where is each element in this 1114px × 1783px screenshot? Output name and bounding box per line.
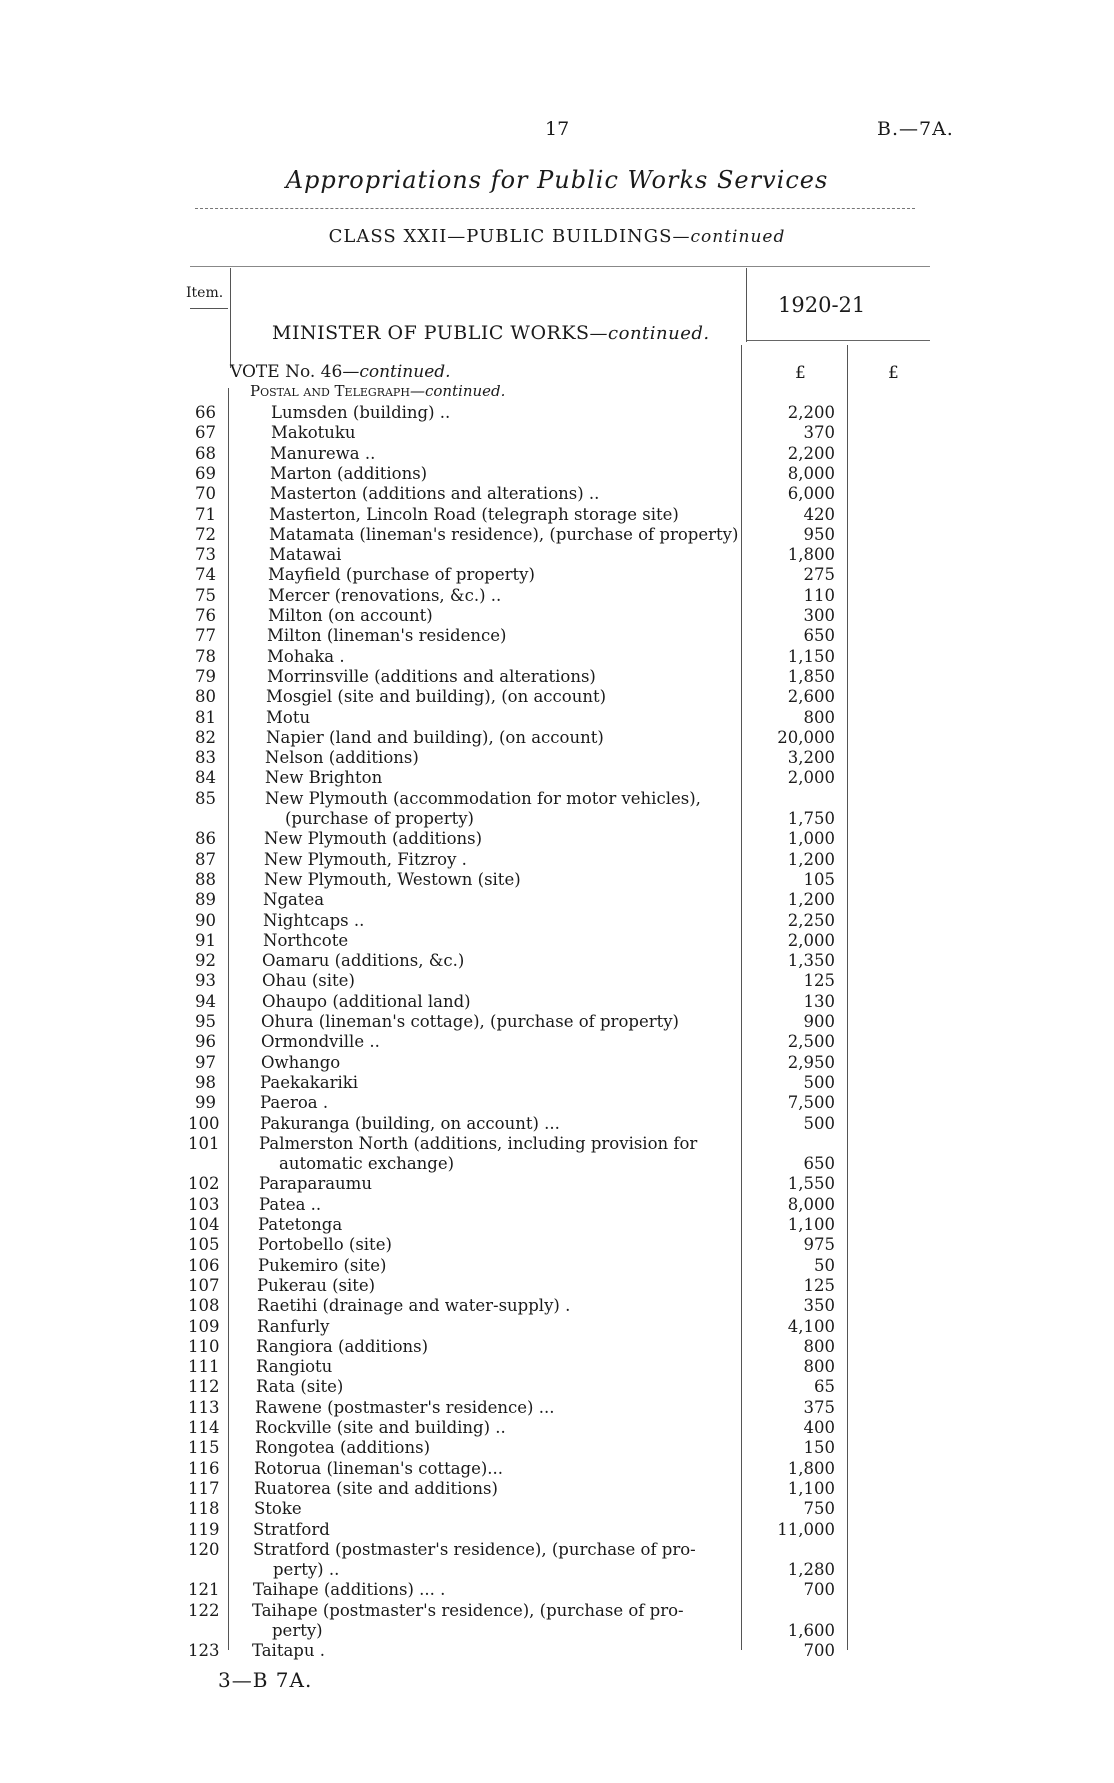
item-number: 121 (188, 1580, 220, 1600)
item-number: 108 (188, 1296, 220, 1316)
item-amount: 2,200 (787, 443, 835, 463)
item-number: 118 (188, 1499, 220, 1519)
item-number: 74 (195, 565, 216, 585)
item-amount: 1,800 (787, 545, 835, 565)
item-number: 78 (195, 646, 216, 666)
table-top-rule (190, 266, 930, 267)
item-number: 112 (188, 1377, 220, 1397)
item-amount: 8,000 (787, 463, 835, 483)
item-description: Taitapu . (252, 1641, 325, 1661)
item-amount: 150 (803, 1438, 835, 1458)
subheading-text: Postal and Telegraph (250, 382, 410, 400)
item-number: 76 (195, 606, 216, 625)
item-amount: 800 (803, 1336, 835, 1356)
header-column-divider (230, 268, 231, 368)
item-description: Raetihi (drainage and water-supply) . (257, 1296, 571, 1316)
item-number: 69 (195, 463, 216, 483)
item-number: 97 (195, 1052, 216, 1072)
amount-column-divider (741, 345, 742, 1650)
item-amount: 1,100 (787, 1215, 835, 1234)
item-number: 84 (195, 768, 216, 788)
item-description: New Plymouth, Westown (site) (264, 869, 521, 889)
item-amount: 375 (803, 1397, 835, 1417)
item-amount: 500 (803, 1113, 835, 1133)
item-number: 68 (195, 443, 216, 463)
item-amount: 2,500 (787, 1032, 835, 1052)
item-number: 87 (195, 849, 216, 869)
item-description: Ormondville .. (261, 1032, 380, 1052)
signature-mark: 3—B 7A. (218, 1668, 313, 1692)
item-number: 70 (195, 484, 216, 504)
item-amount: 1,200 (787, 849, 835, 869)
item-number: 88 (195, 869, 216, 889)
item-description: Paeroa . (260, 1093, 329, 1113)
item-amount: 4,100 (787, 1316, 835, 1336)
item-description: Matamata (lineman's residence), (purchase of property) (269, 524, 739, 544)
item-description: Oamaru (additions, &c.) (262, 951, 465, 971)
class-heading-text: CLASS XXII—PUBLIC BUILDINGS (328, 226, 673, 247)
item-amount: 1,750 (787, 809, 835, 828)
item-number: 99 (195, 1093, 216, 1113)
item-number: 106 (188, 1255, 220, 1275)
item-amount: 65 (814, 1377, 835, 1397)
item-number: 114 (188, 1418, 220, 1437)
item-description: Rotorua (lineman's cottage)... (254, 1458, 504, 1478)
item-amount: 1,200 (787, 890, 835, 910)
item-description-continuation: perty) .. (273, 1560, 340, 1580)
item-amount: 275 (803, 565, 835, 585)
item-description-continuation: automatic exchange) (279, 1154, 455, 1174)
item-number: 100 (188, 1113, 220, 1133)
item-description: Paekakariki (260, 1072, 359, 1092)
year-column-header: 1920-21 (778, 293, 866, 317)
item-amount: 2,950 (787, 1052, 835, 1072)
minister-text: MINISTER OF PUBLIC WORKS (272, 322, 590, 344)
item-description: Pakuranga (building, on account) ... (260, 1113, 560, 1133)
item-amount: 7,500 (787, 1093, 835, 1113)
item-description: Nightcaps .. (263, 910, 365, 930)
currency-symbol-total: £ (888, 363, 899, 383)
item-column-header: Item. (186, 285, 224, 301)
minister-heading (272, 322, 710, 344)
item-number: 77 (195, 626, 216, 646)
item-description: Morrinsville (additions and alterations) (267, 666, 596, 686)
item-description: Ohura (lineman's cottage), (purchase of property) (261, 1012, 679, 1031)
subheading-continued: —continued. (409, 382, 506, 400)
item-description: Mosgiel (site and building), (on account) (266, 687, 607, 707)
item-description: Ohaupo (additional land) (262, 991, 471, 1011)
year-column-divider (746, 268, 747, 342)
item-number: 103 (188, 1194, 220, 1214)
item-number: 86 (195, 829, 216, 849)
item-number: 122 (188, 1600, 220, 1620)
item-amount: 350 (803, 1296, 835, 1316)
item-amount: 800 (803, 1357, 835, 1377)
item-number: 116 (188, 1458, 220, 1478)
item-amount: 6,000 (787, 484, 835, 504)
item-number: 120 (188, 1539, 220, 1559)
item-number: 111 (188, 1357, 220, 1377)
page-title: Appropriations for Public Works Services (285, 166, 829, 194)
item-amount: 110 (803, 585, 835, 605)
item-amount: 1,850 (787, 666, 835, 686)
item-description: Pukerau (site) (257, 1275, 376, 1295)
item-description: Marton (additions) (270, 463, 428, 483)
item-description: Mayfield (purchase of property) (268, 565, 535, 585)
item-amount: 1,150 (787, 646, 835, 666)
item-description: Matawai (269, 545, 342, 565)
item-number: 80 (195, 687, 216, 707)
title-divider (195, 208, 915, 209)
item-amount: 300 (803, 606, 835, 625)
item-description: Patea .. (259, 1194, 322, 1214)
item-description: New Plymouth (additions) (264, 829, 483, 849)
item-number: 81 (195, 707, 216, 727)
item-amount: 900 (803, 1012, 835, 1031)
item-amount: 500 (803, 1072, 835, 1092)
item-number: 95 (195, 1012, 216, 1031)
item-number: 73 (195, 545, 216, 565)
item-description: Rata (site) (256, 1377, 344, 1397)
item-amount: 8,000 (787, 1194, 835, 1214)
item-amount: 650 (803, 626, 835, 646)
postal-telegraph-subheading (250, 382, 505, 400)
item-number: 119 (188, 1519, 220, 1539)
item-amount: 11,000 (777, 1519, 835, 1539)
item-description: Motu (266, 707, 311, 727)
item-description: Mohaka . (267, 646, 345, 666)
item-description: Stoke (254, 1499, 302, 1519)
item-amount: 1,800 (787, 1458, 835, 1478)
item-description: Lumsden (building) .. (271, 403, 451, 422)
class-heading (0, 226, 1114, 247)
item-description: Manurewa .. (270, 443, 376, 463)
item-description: Ruatorea (site and additions) (254, 1478, 498, 1498)
item-number: 75 (195, 585, 216, 605)
item-description: Pukemiro (site) (258, 1255, 387, 1275)
currency-symbol-amount: £ (795, 363, 806, 383)
item-number: 72 (195, 524, 216, 544)
total-column-divider (847, 345, 848, 1650)
item-amount: 1,350 (787, 951, 835, 971)
item-description: Masterton (additions and alterations) .. (270, 484, 600, 504)
item-number: 98 (195, 1072, 216, 1092)
item-number: 104 (188, 1215, 220, 1234)
item-description: Patetonga (258, 1215, 343, 1234)
item-description: Owhango (261, 1052, 341, 1072)
item-description: Ngatea (263, 890, 325, 910)
item-number: 89 (195, 890, 216, 910)
item-number: 83 (195, 748, 216, 768)
item-amount: 130 (803, 991, 835, 1011)
item-amount: 3,200 (787, 748, 835, 768)
item-amount: 1,000 (787, 829, 835, 849)
item-description: Paraparaumu (259, 1174, 372, 1194)
item-amount: 2,000 (787, 768, 835, 788)
item-number: 96 (195, 1032, 216, 1052)
item-amount: 400 (803, 1418, 835, 1437)
item-amount: 975 (803, 1235, 835, 1255)
item-description: Stratford (253, 1519, 330, 1539)
item-number: 93 (195, 971, 216, 991)
vote-continued: —continued. (342, 362, 451, 382)
item-description: Ohau (site) (262, 971, 355, 991)
item-description: Mercer (renovations, &c.) .. (268, 585, 502, 605)
item-amount: 370 (803, 423, 835, 443)
class-heading-continued: —continued (672, 227, 786, 247)
item-number: 102 (188, 1174, 220, 1194)
vote-heading (230, 362, 451, 382)
item-number: 91 (195, 930, 216, 950)
item-number: 123 (188, 1641, 220, 1661)
item-description: Rangiotu (256, 1357, 333, 1377)
item-number: 113 (188, 1397, 220, 1417)
item-amount: 1,280 (787, 1560, 835, 1580)
item-description: Milton (lineman's residence) (267, 626, 507, 646)
item-number: 79 (195, 666, 216, 686)
item-description: Portobello (site) (258, 1235, 392, 1255)
item-description: Makotuku (271, 423, 356, 443)
item-number: 67 (195, 423, 216, 443)
item-amount: 105 (803, 869, 835, 889)
item-description: Rockville (site and building) .. (255, 1418, 506, 1437)
item-number: 115 (188, 1438, 220, 1458)
vote-text: VOTE No. 46 (230, 362, 343, 382)
year-header-rule (746, 340, 930, 341)
item-description: Masterton, Lincoln Road (telegraph storage site) (269, 504, 679, 524)
minister-continued: —continued. (589, 323, 710, 344)
item-description: Rangiora (additions) (256, 1336, 429, 1356)
item-amount: 700 (803, 1580, 835, 1600)
item-amount: 2,000 (787, 930, 835, 950)
item-amount: 950 (803, 524, 835, 544)
item-column-divider (228, 388, 229, 1650)
item-description-continuation: (purchase of property) (285, 809, 474, 828)
item-amount: 420 (803, 504, 835, 524)
item-amount: 650 (803, 1154, 835, 1174)
item-amount: 700 (803, 1641, 835, 1661)
item-description: Palmerston North (additions, including provision for (259, 1133, 698, 1153)
item-number: 107 (188, 1275, 220, 1295)
item-description: Taihape (postmaster's residence), (purchase of pro- (252, 1600, 684, 1620)
item-amount: 50 (814, 1255, 835, 1275)
item-description: Milton (on account) (268, 606, 433, 625)
item-header-rule (190, 308, 228, 309)
item-description: Rawene (postmaster's residence) ... (255, 1397, 555, 1417)
item-amount: 1,100 (787, 1478, 835, 1498)
item-amount: 20,000 (777, 727, 835, 747)
item-amount: 1,550 (787, 1174, 835, 1194)
item-amount: 2,250 (787, 910, 835, 930)
item-number: 66 (195, 403, 216, 422)
item-description: Stratford (postmaster's residence), (purchase of pro- (253, 1539, 696, 1559)
item-amount: 750 (803, 1499, 835, 1519)
item-number: 110 (188, 1336, 220, 1356)
item-description: Nelson (additions) (265, 748, 419, 768)
item-description: New Brighton (265, 768, 383, 788)
item-description: Napier (land and building), (on account) (266, 727, 604, 747)
item-amount: 1,600 (787, 1621, 835, 1640)
item-description: New Plymouth (accommodation for motor vehicles), (265, 788, 701, 808)
document-reference: B.—7A. (877, 118, 954, 140)
item-number: 82 (195, 727, 216, 747)
item-number: 71 (195, 504, 216, 524)
item-amount: 2,200 (787, 403, 835, 422)
item-number: 117 (188, 1478, 220, 1498)
item-number: 90 (195, 910, 216, 930)
item-number: 109 (188, 1316, 220, 1336)
item-number: 101 (188, 1133, 220, 1153)
item-description: Ranfurly (257, 1316, 330, 1336)
item-number: 94 (195, 991, 216, 1011)
item-number: 105 (188, 1235, 220, 1255)
item-number: 92 (195, 951, 216, 971)
item-description: New Plymouth, Fitzroy . (264, 849, 467, 869)
item-description: Taihape (additions) ... . (253, 1580, 446, 1600)
item-amount: 2,600 (787, 687, 835, 707)
page-number: 17 (545, 118, 570, 140)
item-number: 85 (195, 788, 216, 808)
item-description: Northcote (263, 930, 349, 950)
item-amount: 125 (803, 971, 835, 991)
item-amount: 800 (803, 707, 835, 727)
item-amount: 125 (803, 1275, 835, 1295)
item-description-continuation: perty) (272, 1621, 323, 1640)
item-description: Rongotea (additions) (255, 1438, 431, 1458)
